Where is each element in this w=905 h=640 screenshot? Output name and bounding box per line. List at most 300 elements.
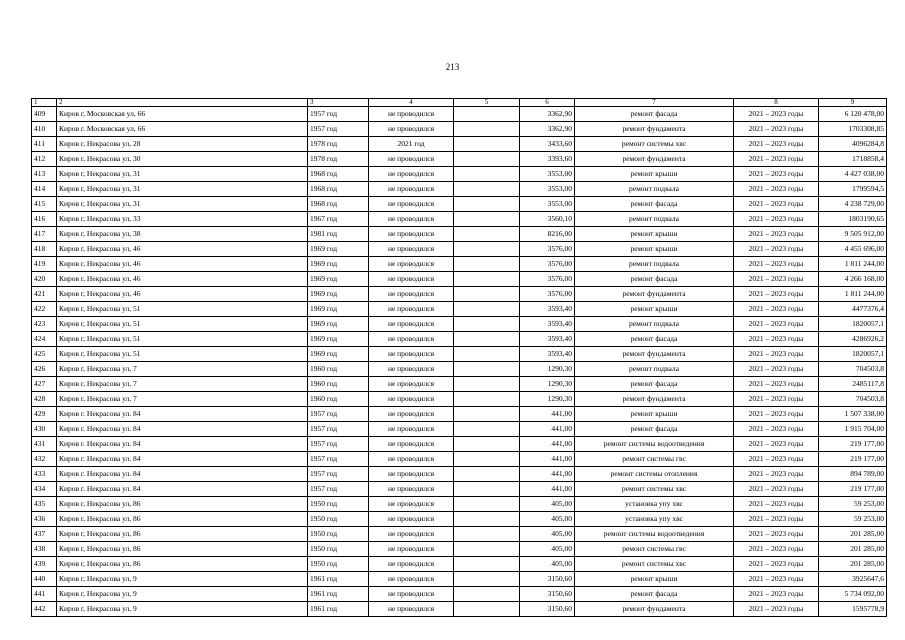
empty-cell-cell [454,362,520,377]
empty-cell-cell [454,107,520,122]
table-row [32,437,887,452]
row-number-cell: 427 [32,377,57,392]
row-number-cell: 415 [32,197,57,212]
address-cell: Киров г, Некрасова ул, 7 [57,377,308,392]
row-number-cell: 435 [32,497,57,512]
last-repair-year-cell: не проводился [369,542,454,557]
period-cell: 2021 – 2023 годы [734,227,819,242]
build-year-cell: 1960 год [308,377,369,392]
work-type-cell: ремонт фундамента [575,392,734,407]
last-repair-year-cell: не проводился [369,407,454,422]
area-cell: 3576,00 [520,272,575,287]
area-cell: 3593,40 [520,332,575,347]
period-cell: 2021 – 2023 годы [734,422,819,437]
period-cell: 2021 – 2023 годы [734,257,819,272]
build-year-cell: 1957 год [308,122,369,137]
last-repair-year-cell: не проводился [369,182,454,197]
table-row [32,257,887,272]
address-cell: Киров г, Некрасова ул, 30 [57,152,308,167]
last-repair-year-cell: не проводился [369,602,454,617]
empty-cell-cell [454,242,520,257]
cost-cell: 4477376,4 [819,302,887,317]
build-year-cell: 1969 год [308,332,369,347]
empty-cell-cell [454,602,520,617]
build-year-cell: 1961 год [308,602,369,617]
address-cell: Киров г, Некрасова ул, 31 [57,182,308,197]
table-row [32,512,887,527]
area-cell: 3576,00 [520,287,575,302]
area-cell: 405,00 [520,557,575,572]
last-repair-year-cell: не проводился [369,122,454,137]
address-cell: Киров г, Некрасова ул, 51 [57,347,308,362]
work-type-cell: ремонт системы гвс [575,542,734,557]
address-cell: Киров г, Некрасова ул, 86 [57,497,308,512]
build-year-cell: 1957 год [308,407,369,422]
area-cell: 3593,40 [520,347,575,362]
area-cell: 3393,60 [520,152,575,167]
cost-cell: 894 789,00 [819,467,887,482]
work-type-cell: ремонт системы хвс [575,137,734,152]
work-type-cell: ремонт крыши [575,167,734,182]
row-number-cell: 434 [32,482,57,497]
work-type-cell: ремонт фасада [575,422,734,437]
work-type-cell: ремонт фундамента [575,602,734,617]
table-row [32,542,887,557]
empty-cell-cell [454,452,520,467]
row-number-cell: 420 [32,272,57,287]
address-cell: Киров г, Московская ул, 66 [57,107,308,122]
table-row [32,272,887,287]
last-repair-year-cell: не проводился [369,557,454,572]
empty-cell-cell [454,512,520,527]
empty-cell-cell [454,182,520,197]
period-cell: 2021 – 2023 годы [734,482,819,497]
work-type-cell: ремонт фундамента [575,152,734,167]
last-repair-year-cell: не проводился [369,467,454,482]
last-repair-year-cell: не проводился [369,257,454,272]
period-cell: 2021 – 2023 годы [734,377,819,392]
cost-cell: 6 120 478,00 [819,107,887,122]
period-cell: 2021 – 2023 годы [734,392,819,407]
work-type-cell: ремонт подвала [575,182,734,197]
period-cell: 2021 – 2023 годы [734,347,819,362]
table-row [32,137,887,152]
table-row [32,467,887,482]
area-cell: 1290,30 [520,362,575,377]
last-repair-year-cell: не проводился [369,167,454,182]
row-number-cell: 417 [32,227,57,242]
cost-cell: 219 177,00 [819,452,887,467]
period-cell: 2021 – 2023 годы [734,467,819,482]
row-number-cell: 421 [32,287,57,302]
area-cell: 405,00 [520,512,575,527]
empty-cell-cell [454,287,520,302]
build-year-cell: 1978 год [308,152,369,167]
build-year-cell: 1950 год [308,512,369,527]
address-cell: Киров г. Некрасова ул. 84 [57,467,308,482]
area-cell: 3553,00 [520,197,575,212]
empty-cell-cell [454,257,520,272]
table-row [32,587,887,602]
table-row [32,377,887,392]
empty-cell-cell [454,572,520,587]
empty-cell-cell [454,557,520,572]
build-year-cell: 1978 год [308,137,369,152]
empty-cell-cell [454,167,520,182]
build-year-cell: 1957 год [308,437,369,452]
address-cell: Киров г, Некрасова ул, 9 [57,602,308,617]
period-cell: 2021 – 2023 годы [734,167,819,182]
table-row [32,167,887,182]
area-cell: 405,00 [520,542,575,557]
period-cell: 2021 – 2023 годы [734,437,819,452]
table-row [32,107,887,122]
empty-cell-cell [454,152,520,167]
build-year-cell: 1950 год [308,497,369,512]
work-type-cell: ремонт фасада [575,587,734,602]
table-row [32,347,887,362]
row-number-cell: 428 [32,392,57,407]
table-row [32,392,887,407]
address-cell: Киров г, Некрасова ул, 51 [57,332,308,347]
row-number-cell: 440 [32,572,57,587]
period-cell: 2021 – 2023 годы [734,542,819,557]
work-type-cell: установка упу хвс [575,497,734,512]
last-repair-year-cell: не проводился [369,272,454,287]
address-cell: Киров г, Некрасова ул, 7 [57,362,308,377]
area-cell: 3362,90 [520,107,575,122]
period-cell: 2021 – 2023 годы [734,272,819,287]
address-cell: Киров г, Некрасова ул, 9 [57,572,308,587]
row-number-cell: 425 [32,347,57,362]
work-type-cell: ремонт подвала [575,317,734,332]
table-row [32,572,887,587]
period-cell: 2021 – 2023 годы [734,107,819,122]
area-cell: 8216,00 [520,227,575,242]
address-cell: Киров г, Некрасова ул, 86 [57,527,308,542]
cost-cell: 219 177,00 [819,437,887,452]
table-row [32,497,887,512]
row-number-cell: 432 [32,452,57,467]
build-year-cell: 1969 год [308,287,369,302]
address-cell: Киров г, Некрасова ул, 86 [57,542,308,557]
empty-cell-cell [454,272,520,287]
build-year-cell: 1968 год [308,167,369,182]
area-cell: 441,00 [520,467,575,482]
page-number: 213 [445,62,460,72]
period-cell: 2021 – 2023 годы [734,302,819,317]
last-repair-year-cell: не проводился [369,482,454,497]
empty-cell-cell [454,437,520,452]
area-cell: 3576,00 [520,257,575,272]
period-cell: 2021 – 2023 годы [734,452,819,467]
period-cell: 2021 – 2023 годы [734,497,819,512]
table-row [32,317,887,332]
last-repair-year-cell: не проводился [369,332,454,347]
period-cell: 2021 – 2023 годы [734,332,819,347]
empty-cell-cell [454,137,520,152]
work-type-cell: ремонт системы хвс [575,482,734,497]
cost-cell: 1 811 244,00 [819,287,887,302]
work-type-cell: ремонт крыши [575,302,734,317]
row-number-cell: 422 [32,302,57,317]
address-cell: Киров г, Некрасова ул, 51 [57,317,308,332]
last-repair-year-cell: не проводился [369,512,454,527]
last-repair-year-cell: 2021 год [369,137,454,152]
build-year-cell: 1950 год [308,557,369,572]
build-year-cell: 1950 год [308,527,369,542]
period-cell: 2021 – 2023 годы [734,122,819,137]
last-repair-year-cell: не проводился [369,527,454,542]
work-type-cell: ремонт системы гвс [575,452,734,467]
area-cell: 3150,60 [520,572,575,587]
table-row [32,242,887,257]
period-cell: 2021 – 2023 годы [734,587,819,602]
header-row [32,99,887,107]
period-cell: 2021 – 2023 годы [734,557,819,572]
table-row [32,602,887,617]
area-cell: 441,00 [520,437,575,452]
work-type-cell: ремонт крыши [575,572,734,587]
row-number-cell: 437 [32,527,57,542]
last-repair-year-cell: не проводился [369,437,454,452]
area-cell: 3593,40 [520,302,575,317]
area-cell: 441,00 [520,422,575,437]
build-year-cell: 1950 год [308,542,369,557]
period-cell: 2021 – 2023 годы [734,602,819,617]
build-year-cell: 1969 год [308,242,369,257]
last-repair-year-cell: не проводился [369,392,454,407]
area-cell: 3150,60 [520,587,575,602]
period-cell: 2021 – 2023 годы [734,572,819,587]
cost-cell: 4 238 729,00 [819,197,887,212]
address-cell: Киров г. Некрасова ул. 84 [57,482,308,497]
build-year-cell: 1961 год [308,587,369,602]
row-number-cell: 441 [32,587,57,602]
period-cell: 2021 – 2023 годы [734,287,819,302]
area-cell: 3433,60 [520,137,575,152]
table-row [32,302,887,317]
row-number-cell: 439 [32,557,57,572]
table-row [32,527,887,542]
address-cell: Киров г, Некрасова ул, 86 [57,512,308,527]
last-repair-year-cell: не проводился [369,347,454,362]
last-repair-year-cell: не проводился [369,317,454,332]
table-row [32,212,887,227]
row-number-cell: 418 [32,242,57,257]
row-number-cell: 412 [32,152,57,167]
column-header: 5 [454,99,520,107]
address-cell: Киров г, Некрасова ул, 9 [57,587,308,602]
last-repair-year-cell: не проводился [369,422,454,437]
column-header: 9 [819,99,887,107]
cost-cell: 704503,8 [819,392,887,407]
table-row [32,452,887,467]
table-row [32,182,887,197]
last-repair-year-cell: не проводился [369,107,454,122]
cost-cell: 704503,8 [819,362,887,377]
area-cell: 3553,00 [520,167,575,182]
address-cell: Киров г, Некрасова ул, 28 [57,137,308,152]
build-year-cell: 1968 год [308,182,369,197]
table-row [32,122,887,137]
cost-cell: 219 177,00 [819,482,887,497]
last-repair-year-cell: не проводился [369,227,454,242]
register-table [31,98,887,617]
work-type-cell: ремонт подвала [575,212,734,227]
empty-cell-cell [454,542,520,557]
table-row [32,422,887,437]
area-cell: 3553,00 [520,182,575,197]
row-number-cell: 426 [32,362,57,377]
empty-cell-cell [454,482,520,497]
cost-cell: 1 915 704,00 [819,422,887,437]
work-type-cell: ремонт фундамента [575,122,734,137]
cost-cell: 1 507 338,00 [819,407,887,422]
build-year-cell: 1961 год [308,572,369,587]
area-cell: 3593,40 [520,317,575,332]
build-year-cell: 1969 год [308,272,369,287]
address-cell: Киров г, Некрасова ул, 46 [57,287,308,302]
work-type-cell: ремонт крыши [575,407,734,422]
area-cell: 405,00 [520,527,575,542]
column-header: 2 [57,99,308,107]
cost-cell: 1718858,4 [819,152,887,167]
empty-cell-cell [454,332,520,347]
period-cell: 2021 – 2023 годы [734,362,819,377]
address-cell: Киров г, Некрасова ул, 33 [57,212,308,227]
table-row [32,332,887,347]
row-number-cell: 424 [32,332,57,347]
address-cell: Киров г, Некрасова ул, 7 [57,392,308,407]
last-repair-year-cell: не проводился [369,497,454,512]
cost-cell: 1799594,5 [819,182,887,197]
address-cell: Киров г. Некрасова ул. 84 [57,437,308,452]
cost-cell: 1820057,1 [819,347,887,362]
cost-cell: 4096284,8 [819,137,887,152]
address-cell: Киров г, Некрасова ул, 51 [57,302,308,317]
last-repair-year-cell: не проводился [369,362,454,377]
work-type-cell: ремонт системы водоотведения [575,437,734,452]
table-row [32,152,887,167]
period-cell: 2021 – 2023 годы [734,212,819,227]
empty-cell-cell [454,407,520,422]
table-row [32,557,887,572]
last-repair-year-cell: не проводился [369,572,454,587]
build-year-cell: 1969 год [308,317,369,332]
work-type-cell: ремонт фасада [575,332,734,347]
column-header: 3 [308,99,369,107]
period-cell: 2021 – 2023 годы [734,152,819,167]
work-type-cell: ремонт системы отопления [575,467,734,482]
address-cell: Киров г, Некрасова ул, 31 [57,197,308,212]
cost-cell: 59 253,00 [819,512,887,527]
last-repair-year-cell: не проводился [369,587,454,602]
area-cell: 3560,10 [520,212,575,227]
build-year-cell: 1960 год [308,392,369,407]
area-cell: 441,00 [520,482,575,497]
work-type-cell: ремонт фасада [575,272,734,287]
cost-cell: 201 285,00 [819,542,887,557]
row-number-cell: 419 [32,257,57,272]
empty-cell-cell [454,377,520,392]
work-type-cell: ремонт подвала [575,257,734,272]
area-cell: 441,00 [520,407,575,422]
work-type-cell: ремонт фасада [575,377,734,392]
period-cell: 2021 – 2023 годы [734,137,819,152]
empty-cell-cell [454,302,520,317]
column-header: 4 [369,99,454,107]
area-cell: 3150,60 [520,602,575,617]
period-cell: 2021 – 2023 годы [734,407,819,422]
row-number-cell: 409 [32,107,57,122]
cost-cell: 1820057,1 [819,317,887,332]
period-cell: 2021 – 2023 годы [734,182,819,197]
row-number-cell: 423 [32,317,57,332]
empty-cell-cell [454,227,520,242]
last-repair-year-cell: не проводился [369,287,454,302]
address-cell: Киров г, Некрасова ул, 46 [57,257,308,272]
cost-cell: 1 811 244,00 [819,257,887,272]
column-header: 8 [734,99,819,107]
row-number-cell: 430 [32,422,57,437]
address-cell: Киров г, Некрасова ул, 86 [57,557,308,572]
build-year-cell: 1968 год [308,197,369,212]
empty-cell-cell [454,122,520,137]
last-repair-year-cell: не проводился [369,152,454,167]
build-year-cell: 1969 год [308,347,369,362]
table-row [32,362,887,377]
build-year-cell: 1969 год [308,302,369,317]
last-repair-year-cell: не проводился [369,302,454,317]
row-number-cell: 438 [32,542,57,557]
work-type-cell: ремонт фундамента [575,347,734,362]
address-cell: Киров г. Некрасова ул. 84 [57,452,308,467]
cost-cell: 9 505 912,00 [819,227,887,242]
build-year-cell: 1981 год [308,227,369,242]
empty-cell-cell [454,587,520,602]
work-type-cell: ремонт крыши [575,227,734,242]
build-year-cell: 1969 год [308,257,369,272]
period-cell: 2021 – 2023 годы [734,242,819,257]
work-type-cell: ремонт крыши [575,242,734,257]
cost-cell: 1803190,65 [819,212,887,227]
table-body [32,107,887,617]
work-type-cell: ремонт системы хвс [575,557,734,572]
address-cell: Киров г, Некрасова ул, 46 [57,272,308,287]
cost-cell: 4 427 038,00 [819,167,887,182]
build-year-cell: 1967 год [308,212,369,227]
build-year-cell: 1957 год [308,422,369,437]
area-cell: 1290,30 [520,377,575,392]
table-row [32,407,887,422]
address-cell: Киров г. Московская ул, 66 [57,122,308,137]
empty-cell-cell [454,422,520,437]
empty-cell-cell [454,212,520,227]
work-type-cell: установка упу хвс [575,512,734,527]
last-repair-year-cell: не проводился [369,377,454,392]
area-cell: 3576,00 [520,242,575,257]
build-year-cell: 1957 год [308,467,369,482]
last-repair-year-cell: не проводился [369,212,454,227]
table-row [32,227,887,242]
empty-cell-cell [454,392,520,407]
area-cell: 405,00 [520,497,575,512]
row-number-cell: 413 [32,167,57,182]
cost-cell: 59 253,00 [819,497,887,512]
area-cell: 1290,30 [520,392,575,407]
row-number-cell: 416 [32,212,57,227]
